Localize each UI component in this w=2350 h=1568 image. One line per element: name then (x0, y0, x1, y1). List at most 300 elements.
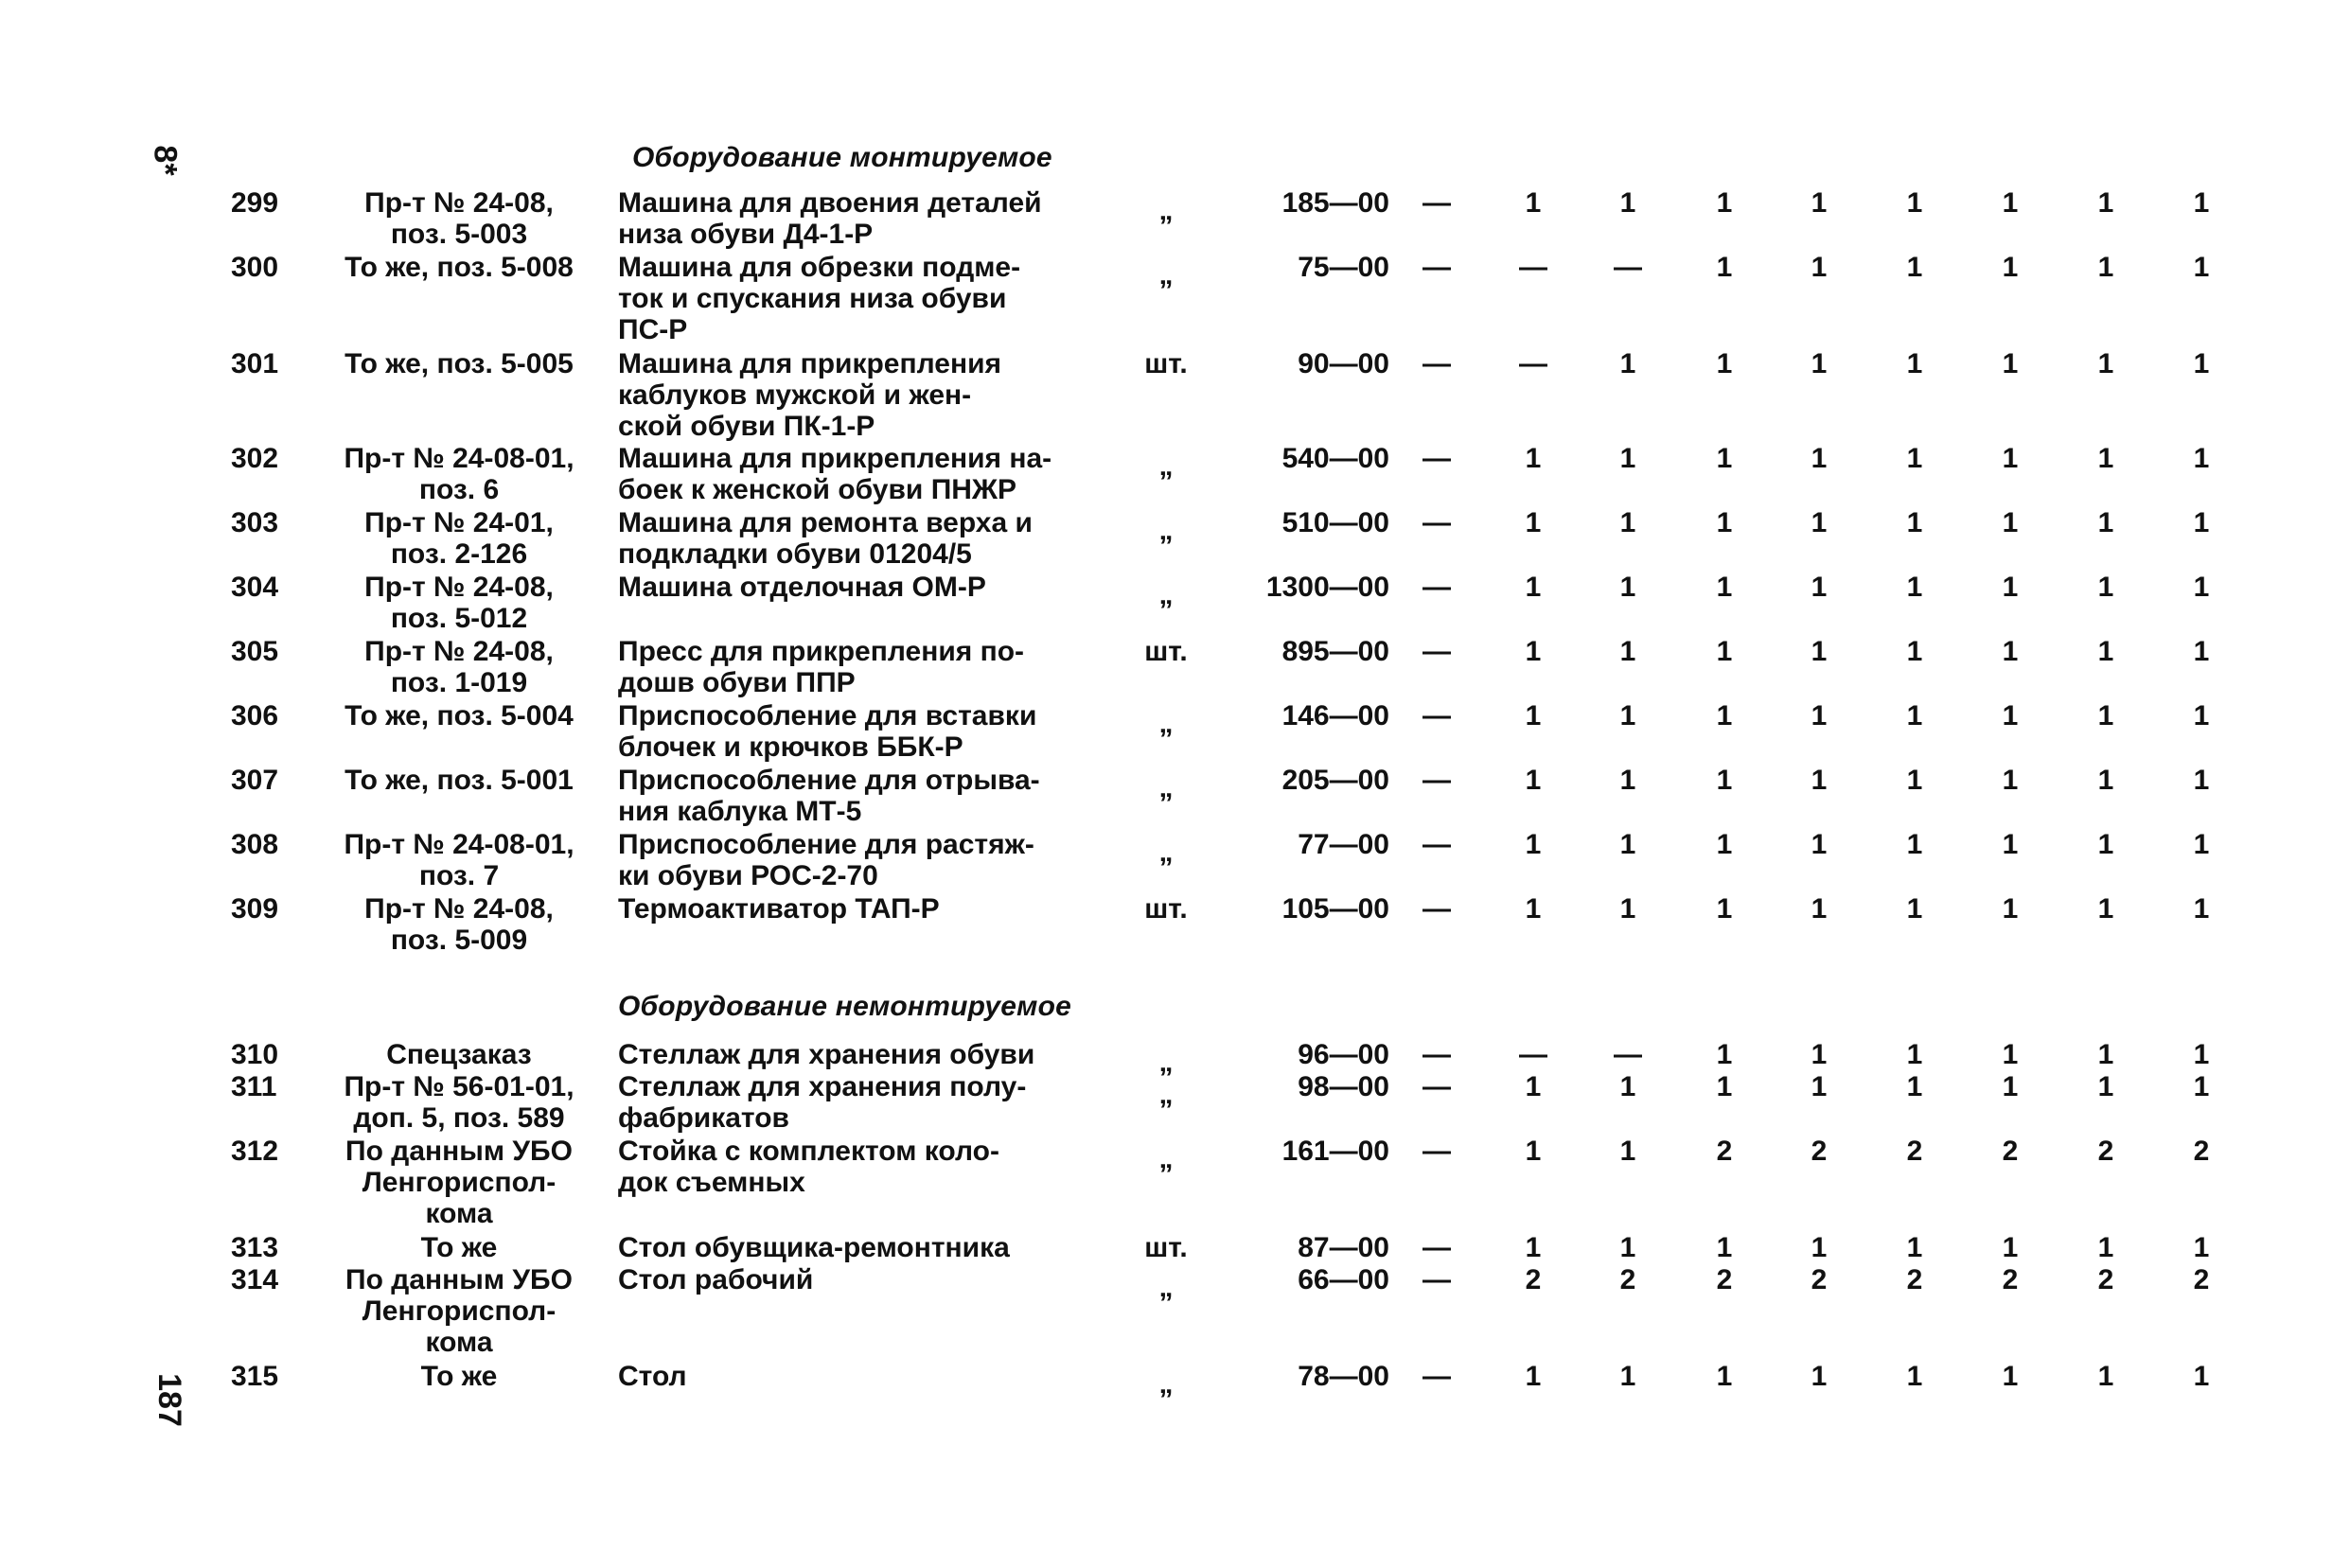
unit: „ (1158, 450, 1174, 482)
quantity-2: 1 (1619, 187, 1636, 219)
quantity-4: 1 (1811, 1361, 1828, 1392)
source-reference-line: поз. 6 (418, 474, 500, 505)
item-number: 306 (231, 700, 279, 731)
source-reference-line: доп. 5, поз. 589 (353, 1102, 565, 1134)
quantity-6: 1 (2002, 443, 2019, 474)
quantity-8: 1 (2193, 252, 2210, 283)
item-number: 308 (231, 829, 279, 860)
price: 105—00 (1281, 893, 1389, 925)
equipment-name-line: Машина отделочная ОМ-Р (618, 572, 986, 603)
empty-value-dash: — (1422, 1264, 1451, 1295)
equipment-name-line: Приспособление для вставки (618, 700, 1037, 731)
source-reference-line: кома (425, 1327, 493, 1358)
equipment-name-line: подкладки обуви 01204/5 (618, 538, 972, 570)
quantity-7: 1 (2097, 443, 2114, 474)
quantity-2: 1 (1619, 1361, 1636, 1392)
equipment-name (618, 1071, 1110, 1134)
empty-value-dash: — (1422, 507, 1451, 538)
source-reference-line: Пр-т № 24-08-01, (344, 829, 574, 860)
quantity-5: 1 (1906, 765, 1923, 796)
equipment-name-line: Машина для ремонта верха и (618, 507, 1033, 538)
source-reference-line: поз. 7 (418, 860, 500, 891)
equipment-name-line: Стеллаж для хранения полу- (618, 1071, 1027, 1102)
quantity-6: 1 (2002, 507, 2019, 538)
equipment-name-line: Машина для прикрепления (618, 348, 1002, 379)
quantity-2: 1 (1619, 700, 1636, 731)
equipment-name (618, 443, 1110, 505)
quantity-2: 1 (1619, 636, 1636, 667)
quantity-6: 1 (2002, 348, 2019, 379)
quantity-2: 1 (1619, 507, 1636, 538)
quantity-1: 1 (1525, 829, 1542, 860)
quantity-7: 1 (2097, 1039, 2114, 1070)
equipment-name-line: Машина для обрезки подме- (618, 252, 1021, 283)
empty-value-dash: — (1422, 636, 1451, 667)
quantity-6: 1 (2002, 893, 2019, 925)
quantity-3: 2 (1716, 1136, 1733, 1167)
equipment-name-line: ток и спускания низа обуви (618, 283, 1007, 314)
empty-value-dash: — (1422, 187, 1451, 219)
source-reference (317, 1136, 601, 1229)
quantity-6: 1 (2002, 700, 2019, 731)
quantity-1: 1 (1525, 700, 1542, 731)
equipment-name (618, 1136, 1110, 1198)
empty-value-dash: — (1422, 1071, 1451, 1102)
quantity-6: 1 (2002, 1361, 2019, 1392)
source-reference-line: То же, поз. 5-005 (345, 348, 574, 379)
source-reference (317, 1232, 601, 1263)
source-reference (317, 1361, 601, 1392)
quantity-8: 1 (2193, 572, 2210, 603)
quantity-2: 1 (1619, 893, 1636, 925)
equipment-name (618, 348, 1110, 442)
source-reference-line: поз. 5-009 (390, 925, 528, 956)
source-reference (317, 893, 601, 956)
equipment-name-line: блочек и крючков ББК-Р (618, 731, 963, 763)
quantity-4: 2 (1811, 1264, 1828, 1295)
quantity-6: 1 (2002, 765, 2019, 796)
quantity-8: 2 (2193, 1136, 2210, 1167)
quantity-8: 1 (2193, 1039, 2210, 1070)
quantity-5: 1 (1906, 1071, 1923, 1102)
quantity-1: — (1519, 348, 1547, 379)
equipment-name-line: ния каблука МТ-5 (618, 796, 862, 827)
unit: „ (1158, 772, 1174, 803)
source-reference-line: Ленгориспол- (362, 1295, 557, 1327)
quantity-8: 1 (2193, 507, 2210, 538)
quantity-7: 2 (2097, 1136, 2114, 1167)
unit: шт. (1144, 893, 1188, 925)
quantity-7: 1 (2097, 1071, 2114, 1102)
quantity-7: 1 (2097, 636, 2114, 667)
source-reference-line: Пр-т № 56-01-01, (344, 1071, 574, 1102)
source-reference-line: То же (420, 1361, 498, 1392)
equipment-name-line: ской обуви ПК-1-Р (618, 411, 875, 442)
section-title-mounted: Оборудование монтируемое (632, 142, 1052, 173)
quantity-8: 1 (2193, 765, 2210, 796)
quantity-2: 1 (1619, 443, 1636, 474)
source-reference-line: кома (425, 1198, 493, 1229)
equipment-name (618, 1232, 1110, 1263)
equipment-name-line: Пресс для прикрепления по- (618, 636, 1025, 667)
item-number: 303 (231, 507, 279, 538)
quantity-1: 1 (1525, 507, 1542, 538)
quantity-8: 1 (2193, 1071, 2210, 1102)
quantity-8: 1 (2193, 1232, 2210, 1263)
quantity-4: 1 (1811, 636, 1828, 667)
quantity-5: 1 (1906, 572, 1923, 603)
price: 98—00 (1298, 1071, 1389, 1102)
page-mark-top: 8* (147, 145, 184, 176)
source-reference (317, 829, 601, 891)
empty-value-dash: — (1422, 348, 1451, 379)
price: 66—00 (1298, 1264, 1389, 1295)
empty-value-dash: — (1422, 893, 1451, 925)
source-reference-line: То же, поз. 5-004 (345, 700, 574, 731)
quantity-6: 1 (2002, 1232, 2019, 1263)
quantity-3: 1 (1716, 1361, 1733, 1392)
equipment-name (618, 1361, 1110, 1392)
quantity-3: 1 (1716, 572, 1733, 603)
quantity-4: 1 (1811, 443, 1828, 474)
equipment-name (618, 252, 1110, 345)
source-reference (317, 1071, 601, 1134)
item-number: 313 (231, 1232, 279, 1263)
quantity-7: 2 (2097, 1264, 2114, 1295)
quantity-3: 1 (1716, 829, 1733, 860)
item-number: 311 (231, 1071, 277, 1102)
quantity-7: 1 (2097, 187, 2114, 219)
quantity-1: 1 (1525, 893, 1542, 925)
quantity-5: 1 (1906, 893, 1923, 925)
equipment-name (618, 187, 1110, 250)
quantity-2: — (1614, 252, 1642, 283)
source-reference-line: поз. 2-126 (390, 538, 528, 570)
unit: шт. (1144, 1232, 1188, 1263)
quantity-3: 1 (1716, 893, 1733, 925)
quantity-8: 1 (2193, 893, 2210, 925)
quantity-5: 2 (1906, 1136, 1923, 1167)
quantity-1: 1 (1525, 636, 1542, 667)
source-reference-line: То же (420, 1232, 498, 1263)
equipment-name-line: ки обуви РОС-2-70 (618, 860, 878, 891)
quantity-7: 1 (2097, 1361, 2114, 1392)
quantity-5: 1 (1906, 1232, 1923, 1263)
quantity-8: 1 (2193, 829, 2210, 860)
source-reference-line: Пр-т № 24-01, (364, 507, 554, 538)
equipment-name-line: боек к женской обуви ПНЖР (618, 474, 1017, 505)
source-reference-line: То же, поз. 5-008 (345, 252, 574, 283)
quantity-5: 1 (1906, 507, 1923, 538)
quantity-3: 2 (1716, 1264, 1733, 1295)
source-reference-line: Пр-т № 24-08, (364, 187, 554, 219)
source-reference-line: Пр-т № 24-08, (364, 893, 554, 925)
quantity-1: 1 (1525, 1071, 1542, 1102)
source-reference-line: То же, поз. 5-001 (345, 765, 574, 796)
price: 895—00 (1281, 636, 1389, 667)
quantity-8: 2 (2193, 1264, 2210, 1295)
quantity-2: 1 (1619, 1071, 1636, 1102)
quantity-4: 1 (1811, 1232, 1828, 1263)
item-number: 312 (231, 1136, 279, 1167)
unit: „ (1158, 195, 1174, 226)
equipment-name (618, 700, 1110, 763)
empty-value-dash: — (1422, 443, 1451, 474)
source-reference-line: поз. 5-012 (390, 603, 528, 634)
item-number: 309 (231, 893, 279, 925)
quantity-6: 1 (2002, 1071, 2019, 1102)
item-number: 305 (231, 636, 279, 667)
equipment-name-line: ПС-Р (618, 314, 688, 345)
quantity-6: 2 (2002, 1264, 2019, 1295)
unit: „ (1158, 1047, 1174, 1078)
quantity-4: 2 (1811, 1136, 1828, 1167)
quantity-3: 1 (1716, 1071, 1733, 1102)
equipment-name (618, 829, 1110, 891)
unit: „ (1158, 579, 1174, 610)
quantity-4: 1 (1811, 1071, 1828, 1102)
quantity-2: 1 (1619, 1232, 1636, 1263)
equipment-name-line: Приспособление для растяж- (618, 829, 1034, 860)
item-number: 307 (231, 765, 279, 796)
quantity-4: 1 (1811, 572, 1828, 603)
equipment-name (618, 1039, 1110, 1070)
empty-value-dash: — (1422, 1136, 1451, 1167)
price: 205—00 (1281, 765, 1389, 796)
source-reference-line: поз. 1-019 (390, 667, 528, 698)
quantity-5: 1 (1906, 829, 1923, 860)
quantity-6: 2 (2002, 1136, 2019, 1167)
source-reference (317, 252, 601, 283)
quantity-7: 1 (2097, 893, 2114, 925)
section-title-nonmounted: Оборудование немонтируемое (618, 991, 1071, 1022)
equipment-name-line: Машина для прикрепления на- (618, 443, 1052, 474)
quantity-4: 1 (1811, 765, 1828, 796)
quantity-7: 1 (2097, 507, 2114, 538)
item-number: 314 (231, 1264, 279, 1295)
quantity-4: 1 (1811, 507, 1828, 538)
quantity-7: 1 (2097, 252, 2114, 283)
empty-value-dash: — (1422, 700, 1451, 731)
price: 78—00 (1298, 1361, 1389, 1392)
quantity-2: 1 (1619, 829, 1636, 860)
quantity-2: 1 (1619, 572, 1636, 603)
quantity-2: 2 (1619, 1264, 1636, 1295)
empty-value-dash: — (1422, 572, 1451, 603)
quantity-8: 1 (2193, 443, 2210, 474)
quantity-6: 1 (2002, 1039, 2019, 1070)
quantity-4: 1 (1811, 1039, 1828, 1070)
quantity-8: 1 (2193, 1361, 2210, 1392)
item-number: 310 (231, 1039, 279, 1070)
item-number: 302 (231, 443, 279, 474)
quantity-1: 1 (1525, 187, 1542, 219)
empty-value-dash: — (1422, 1039, 1451, 1070)
source-reference-line: поз. 5-003 (390, 219, 528, 250)
price: 185—00 (1281, 187, 1389, 219)
empty-value-dash: — (1422, 1232, 1451, 1263)
source-reference-line: Пр-т № 24-08, (364, 636, 554, 667)
quantity-3: 1 (1716, 765, 1733, 796)
unit: „ (1158, 708, 1174, 739)
unit: „ (1158, 1143, 1174, 1174)
unit: „ (1158, 837, 1174, 868)
source-reference (317, 443, 601, 505)
quantity-4: 1 (1811, 252, 1828, 283)
price: 510—00 (1281, 507, 1389, 538)
quantity-5: 1 (1906, 700, 1923, 731)
source-reference (317, 700, 601, 731)
equipment-name-line: Стол (618, 1361, 687, 1392)
quantity-4: 1 (1811, 348, 1828, 379)
quantity-1: — (1519, 1039, 1547, 1070)
quantity-5: 1 (1906, 1361, 1923, 1392)
price: 90—00 (1298, 348, 1389, 379)
source-reference (317, 765, 601, 796)
item-number: 315 (231, 1361, 279, 1392)
quantity-1: 1 (1525, 765, 1542, 796)
item-number: 304 (231, 572, 279, 603)
quantity-1: 1 (1525, 1232, 1542, 1263)
price: 77—00 (1298, 829, 1389, 860)
equipment-name-line: Стол рабочий (618, 1264, 814, 1295)
quantity-4: 1 (1811, 829, 1828, 860)
unit: „ (1158, 515, 1174, 546)
equipment-name-line: дошв обуви ППР (618, 667, 856, 698)
equipment-name (618, 893, 1110, 925)
equipment-name-line: Стеллаж для хранения обуви (618, 1039, 1035, 1070)
quantity-8: 1 (2193, 348, 2210, 379)
item-number: 301 (231, 348, 279, 379)
source-reference (317, 187, 601, 250)
source-reference (317, 507, 601, 570)
unit: шт. (1144, 636, 1188, 667)
source-reference-line: По данным УБО (345, 1136, 573, 1167)
item-number: 299 (231, 187, 279, 219)
source-reference-line: Ленгориспол- (362, 1167, 557, 1198)
quantity-1: 1 (1525, 572, 1542, 603)
quantity-3: 1 (1716, 1039, 1733, 1070)
unit: „ (1158, 1368, 1174, 1400)
price: 87—00 (1298, 1232, 1389, 1263)
price: 1300—00 (1265, 572, 1389, 603)
quantity-5: 1 (1906, 636, 1923, 667)
price: 75—00 (1298, 252, 1389, 283)
equipment-name-line: каблуков мужской и жен- (618, 379, 972, 411)
quantity-5: 1 (1906, 1039, 1923, 1070)
equipment-name-line: Стол обувщика-ремонтника (618, 1232, 1010, 1263)
quantity-8: 1 (2193, 700, 2210, 731)
equipment-name-line: Термоактиватор ТАП-Р (618, 893, 940, 925)
quantity-5: 1 (1906, 348, 1923, 379)
equipment-name-line: Машина для двоения деталей (618, 187, 1042, 219)
source-reference-line: Пр-т № 24-08, (364, 572, 554, 603)
quantity-5: 2 (1906, 1264, 1923, 1295)
quantity-1: 1 (1525, 443, 1542, 474)
price: 96—00 (1298, 1039, 1389, 1070)
equipment-name (618, 765, 1110, 827)
equipment-name (618, 1264, 1110, 1295)
quantity-1: 2 (1525, 1264, 1542, 1295)
source-reference (317, 572, 601, 634)
quantity-3: 1 (1716, 1232, 1733, 1263)
quantity-6: 1 (2002, 829, 2019, 860)
quantity-2: 1 (1619, 765, 1636, 796)
quantity-5: 1 (1906, 252, 1923, 283)
empty-value-dash: — (1422, 829, 1451, 860)
empty-value-dash: — (1422, 765, 1451, 796)
quantity-1: 1 (1525, 1136, 1542, 1167)
unit: „ (1158, 259, 1174, 291)
quantity-7: 1 (2097, 348, 2114, 379)
source-reference (317, 1039, 601, 1070)
page-number: 187 (150, 1373, 187, 1427)
quantity-7: 1 (2097, 829, 2114, 860)
quantity-7: 1 (2097, 572, 2114, 603)
quantity-2: 1 (1619, 1136, 1636, 1167)
quantity-8: 1 (2193, 636, 2210, 667)
quantity-3: 1 (1716, 443, 1733, 474)
empty-value-dash: — (1422, 1361, 1451, 1392)
quantity-2: — (1614, 1039, 1642, 1070)
quantity-5: 1 (1906, 187, 1923, 219)
price: 540—00 (1281, 443, 1389, 474)
quantity-2: 1 (1619, 348, 1636, 379)
quantity-3: 1 (1716, 507, 1733, 538)
quantity-8: 1 (2193, 187, 2210, 219)
quantity-3: 1 (1716, 252, 1733, 283)
equipment-name-line: Приспособление для отрыва- (618, 765, 1040, 796)
quantity-4: 1 (1811, 187, 1828, 219)
quantity-3: 1 (1716, 700, 1733, 731)
quantity-3: 1 (1716, 348, 1733, 379)
equipment-name-line: док съемных (618, 1167, 805, 1198)
quantity-6: 1 (2002, 636, 2019, 667)
quantity-4: 1 (1811, 893, 1828, 925)
quantity-1: — (1519, 252, 1547, 283)
source-reference-line: Спецзаказ (386, 1039, 532, 1070)
quantity-4: 1 (1811, 700, 1828, 731)
quantity-6: 1 (2002, 572, 2019, 603)
quantity-3: 1 (1716, 187, 1733, 219)
price: 146—00 (1281, 700, 1389, 731)
empty-value-dash: — (1422, 252, 1451, 283)
equipment-name-line: Стойка с комплектом коло- (618, 1136, 999, 1167)
quantity-6: 1 (2002, 187, 2019, 219)
quantity-1: 1 (1525, 1361, 1542, 1392)
quantity-3: 1 (1716, 636, 1733, 667)
price: 161—00 (1281, 1136, 1389, 1167)
equipment-name (618, 507, 1110, 570)
quantity-7: 1 (2097, 700, 2114, 731)
source-reference (317, 348, 601, 379)
source-reference-line: По данным УБО (345, 1264, 573, 1295)
equipment-name-line: фабрикатов (618, 1102, 789, 1134)
unit: „ (1158, 1079, 1174, 1110)
source-reference-line: Пр-т № 24-08-01, (344, 443, 574, 474)
quantity-5: 1 (1906, 443, 1923, 474)
item-number: 300 (231, 252, 279, 283)
quantity-6: 1 (2002, 252, 2019, 283)
quantity-7: 1 (2097, 765, 2114, 796)
source-reference (317, 1264, 601, 1358)
equipment-name-line: низа обуви Д4-1-Р (618, 219, 874, 250)
unit: „ (1158, 1272, 1174, 1303)
equipment-name (618, 636, 1110, 698)
source-reference (317, 636, 601, 698)
equipment-name (618, 572, 1110, 603)
quantity-7: 1 (2097, 1232, 2114, 1263)
